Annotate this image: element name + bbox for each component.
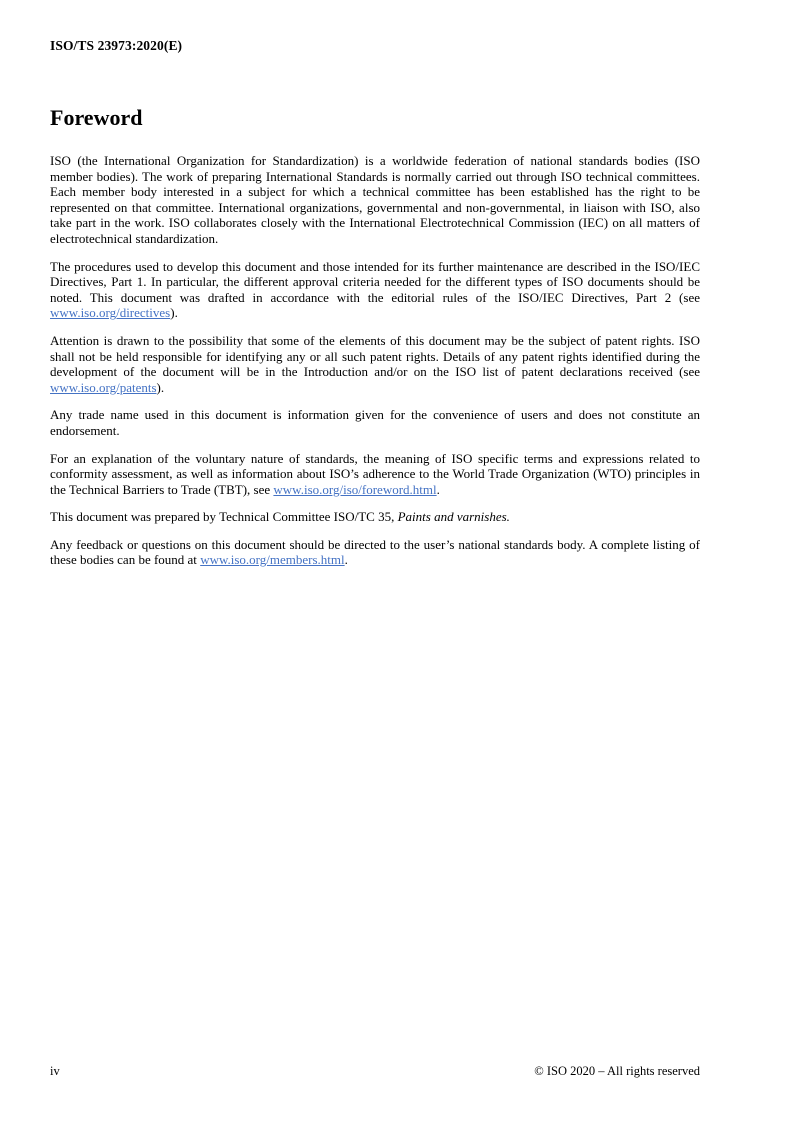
text-run: . bbox=[344, 552, 348, 568]
paragraph bbox=[50, 153, 700, 247]
text-run: . bbox=[436, 481, 440, 497]
text-run: ). bbox=[170, 305, 178, 321]
document-reference-header: ISO/TS 23973:2020(E) bbox=[50, 38, 183, 53]
paragraph bbox=[50, 407, 700, 438]
page-title: Foreword bbox=[50, 105, 143, 130]
text-run: Any feedback or questions on this document should be directed to the user’s national standards body. A complete listing of these bodies can be found at bbox=[50, 536, 700, 568]
paragraph bbox=[50, 333, 700, 395]
text-run: Attention is drawn to the possibility that some of the elements of this document may be the subject of patent rights. ISO shall not be held responsible for identifying any or all such patent rights. Details of any patent rights identified during the development of the document will be in the Introduction and/or on the ISO list of patent declarations received (see bbox=[50, 332, 700, 380]
text-run: Any trade name used in this document is information given for the convenience of users and does not constitute an endorsement. bbox=[50, 407, 700, 438]
paragraph bbox=[50, 509, 700, 525]
paragraph bbox=[50, 451, 700, 498]
page-number: iv bbox=[50, 1064, 60, 1078]
text-run: ISO (the International Organization for Standardization) is a worldwide federation of national standards bodies (ISO member bodies). The work of preparing International Standards is normally carried out through ISO technical committees. Each member body interested in a subject for which a technical committee has been established has the right to be represented on that committee. International organizations, governmental and non-governmental, in liaison with ISO, also take part in the work. ISO collaborates closely with the International Electrotechnical Commission (IEC) on all matters of electrotechnical standardization. bbox=[50, 153, 700, 246]
hyperlink[interactable]: www.iso.org/directives bbox=[50, 305, 171, 321]
foreword-content bbox=[50, 153, 700, 580]
copyright-notice: © ISO 2020 – All rights reserved bbox=[534, 1064, 700, 1078]
italic-text: Paints and varnishes. bbox=[397, 509, 510, 525]
hyperlink[interactable]: www.iso.org/iso/foreword.html bbox=[273, 481, 437, 497]
text-run: ). bbox=[156, 379, 165, 395]
page-footer bbox=[50, 1064, 700, 1079]
hyperlink[interactable]: www.iso.org/members.html bbox=[200, 552, 345, 568]
paragraph bbox=[50, 537, 700, 568]
hyperlink[interactable]: www.iso.org/patents bbox=[50, 379, 157, 395]
paragraph bbox=[50, 259, 700, 321]
text-run: This document was prepared by Technical Committee ISO/TC 35, bbox=[50, 509, 398, 525]
text-run: The procedures used to develop this document and those intended for its further maintenance are described in the ISO/IEC Directives, Part 1. In particular, the different approval criteria needed for the different types of ISO documents should be noted. This document was drafted in accordance with the editorial rules of the ISO/IEC Directives, Part 2 (see bbox=[50, 258, 700, 305]
text-run: For an explanation of the voluntary nature of standards, the meaning of ISO specific terms and expressions related to conformity assessment, as well as information about ISO’s adherence to the World Trade Organization (WTO) principles in the Technical Barriers to Trade (TBT), see bbox=[50, 450, 700, 497]
